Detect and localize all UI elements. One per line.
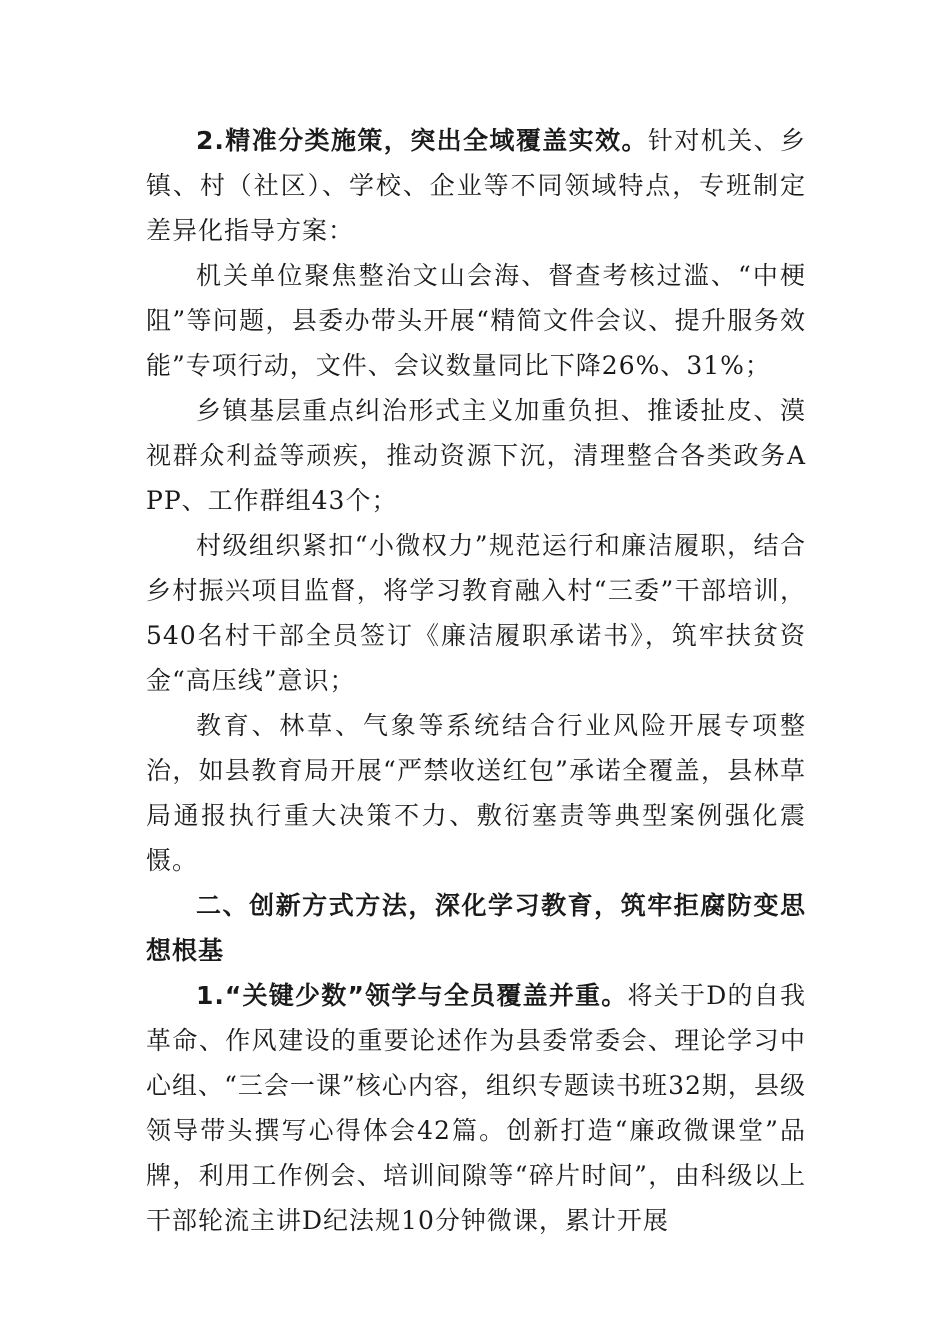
- paragraph-text: 机关单位聚焦整治文山会海、督查考核过滥、“中梗阻”等问题，县委办带头开展“精简文件会议、提升服务效能”专项行动，文件、会议数量同比下降26%、31%；: [146, 261, 806, 380]
- paragraph-text: 将关于D的自我革命、作风建设的重要论述作为县委常委会、理论学习中心组、“三会一课”核心内容，组织专题读书班32期，县级领导带头撰写心得体会42篇。创新打造“廉政微课堂”品牌，利用工作例会、培训间隙等“碎片时间”，由科级以上干部轮流主讲D纪法规10分钟微课，累计开展: [146, 981, 806, 1235]
- paragraph-sector-systems: [146, 703, 806, 883]
- paragraph-text: 乡镇基层重点纠治形式主义加重负担、推诿扯皮、漠视群众利益等顽疾，推动资源下沉，清理整合各类政务APP、工作群组43个；: [146, 396, 806, 515]
- section-heading-text: 二、创新方式方法，深化学习教育，筑牢拒腐防变思想根基: [146, 891, 806, 965]
- document-page: [146, 118, 806, 1243]
- paragraph-precise-classification: [146, 118, 806, 253]
- paragraph-township: [146, 388, 806, 523]
- paragraph-text: 教育、林草、气象等系统结合行业风险开展专项整治，如县教育局开展“严禁收送红包”承诺全覆盖，县林草局通报执行重大决策不力、敷衍塞责等典型案例强化震慑。: [146, 711, 806, 875]
- paragraph-village: [146, 523, 806, 703]
- section-heading-innovation: [146, 883, 806, 973]
- paragraph-government-agencies: [146, 253, 806, 388]
- paragraph-key-minority: [146, 973, 806, 1243]
- paragraph-lead: 2.精准分类施策，突出全域覆盖实效。: [196, 126, 648, 155]
- paragraph-lead: 1.“关键少数”领学与全员覆盖并重。: [196, 981, 628, 1010]
- paragraph-text: 针对机关、乡镇、村（社区）、学校、企业等不同领域特点，专班制定差异化指导方案：: [146, 126, 806, 245]
- paragraph-text: 村级组织紧扣“小微权力”规范运行和廉洁履职，结合乡村振兴项目监督，将学习教育融入村“三委”干部培训，540名村干部全员签订《廉洁履职承诺书》，筑牢扶贫资金“高压线”意识；: [146, 531, 806, 695]
